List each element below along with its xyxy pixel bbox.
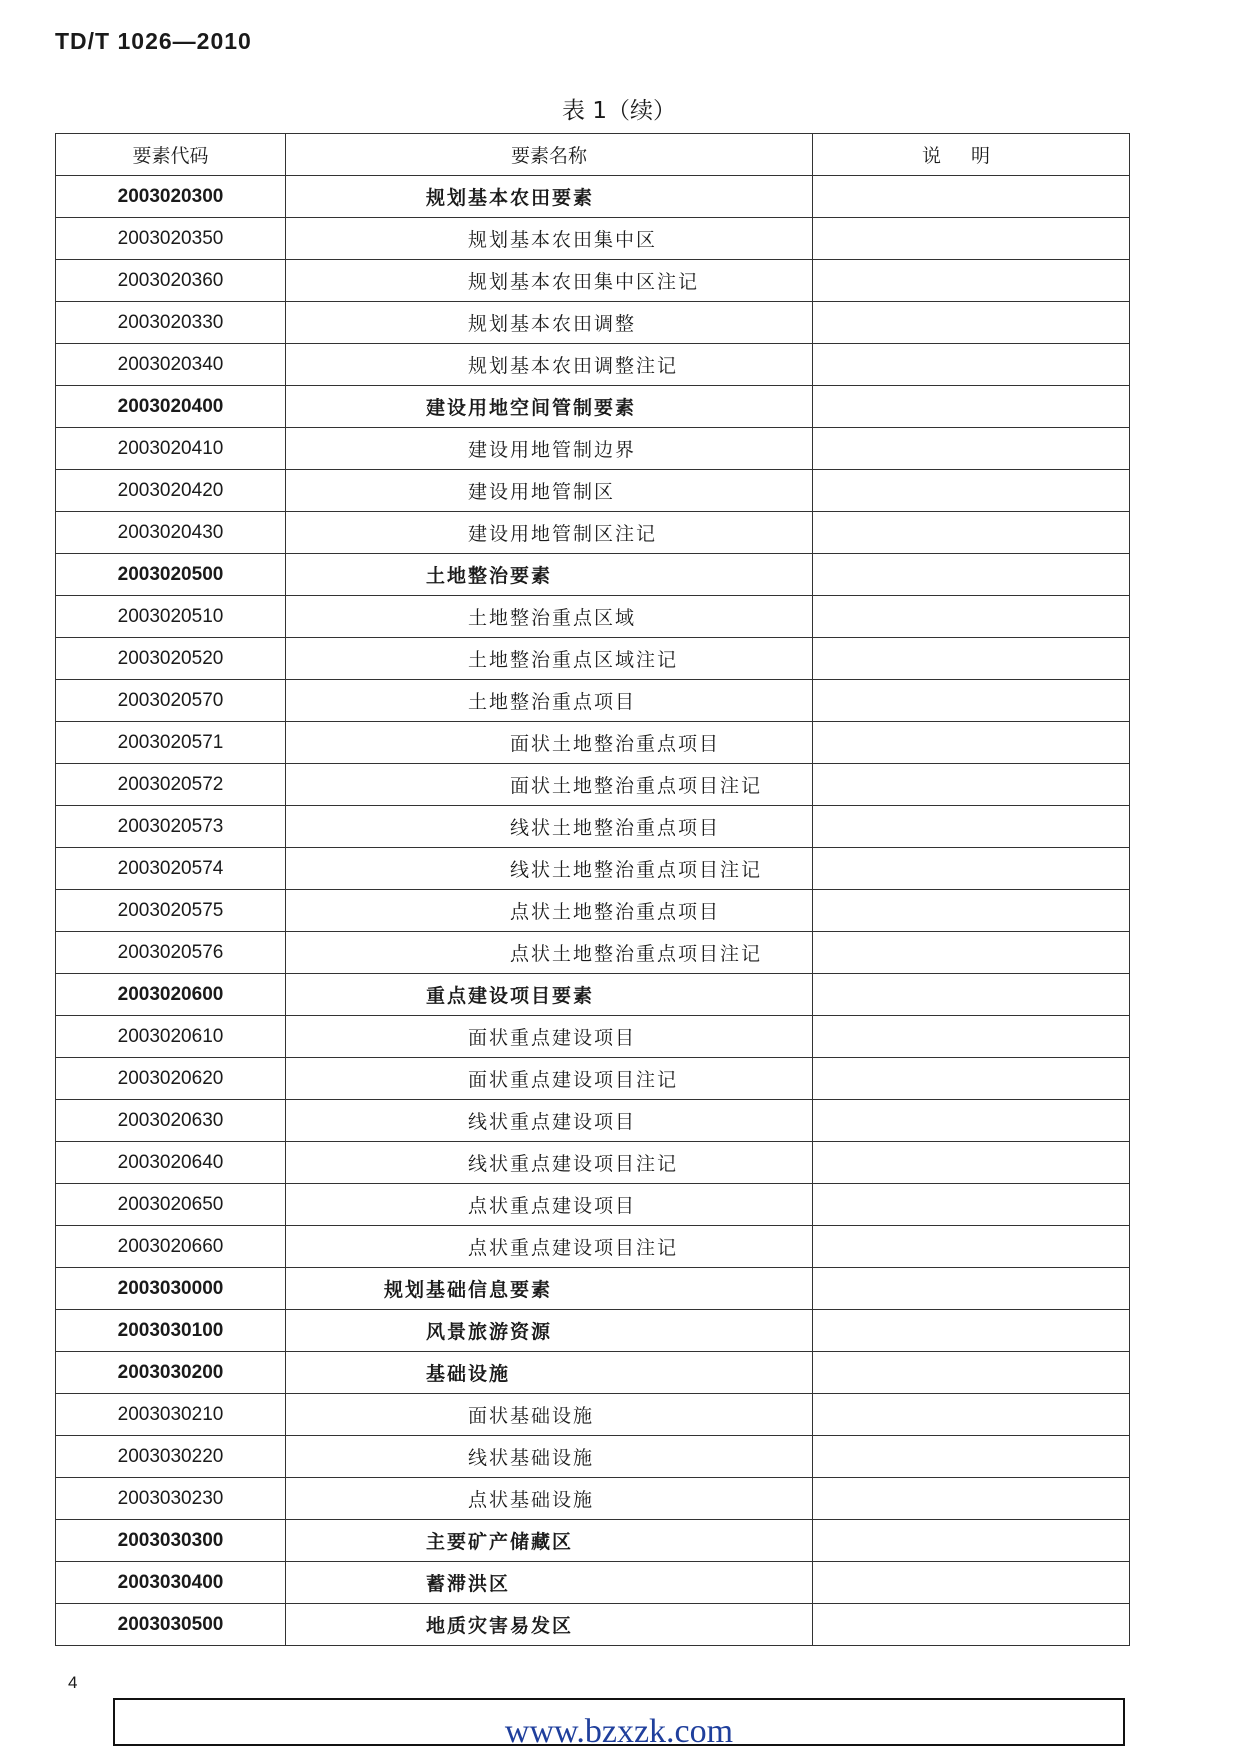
element-description-cell <box>813 218 1130 260</box>
table-row <box>56 848 1130 890</box>
element-name-text: 面状基础设施 <box>468 1405 595 1427</box>
element-name-cell <box>286 974 813 1016</box>
element-name-text: 线状重点建设项目 <box>468 1111 637 1133</box>
table-row <box>56 218 1130 260</box>
element-name-text: 点状重点建设项目注记 <box>468 1237 679 1259</box>
element-name-text: 线状基础设施 <box>468 1447 595 1469</box>
element-name-text: 规划基本农田集中区注记 <box>468 271 700 293</box>
element-description-cell <box>813 1352 1130 1394</box>
element-description-cell <box>813 1058 1130 1100</box>
element-description-cell <box>813 806 1130 848</box>
element-name-cell <box>286 722 813 764</box>
element-name-cell <box>286 1310 813 1352</box>
table-row <box>56 932 1130 974</box>
table-row <box>56 512 1130 554</box>
element-name-cell <box>286 890 813 932</box>
element-description-cell <box>813 1016 1130 1058</box>
table-row <box>56 974 1130 1016</box>
element-code-cell: 2003030400 <box>56 1562 286 1604</box>
element-name-text: 线状土地整治重点项目注记 <box>510 859 763 881</box>
element-code-cell: 2003030210 <box>56 1394 286 1436</box>
element-name-text: 建设用地管制区 <box>468 481 616 503</box>
element-name-cell <box>286 848 813 890</box>
element-code-cell: 2003020573 <box>56 806 286 848</box>
element-description-cell <box>813 1268 1130 1310</box>
element-name-cell <box>286 806 813 848</box>
element-code-cell: 2003030230 <box>56 1478 286 1520</box>
element-name-text: 地质灾害易发区 <box>426 1615 574 1637</box>
element-description-cell <box>813 890 1130 932</box>
element-code-cell: 2003020570 <box>56 680 286 722</box>
element-code-cell: 2003020574 <box>56 848 286 890</box>
element-description-cell <box>813 344 1130 386</box>
element-name-cell <box>286 470 813 512</box>
element-description-cell <box>813 428 1130 470</box>
element-name-cell <box>286 1436 813 1478</box>
element-code-cell: 2003020660 <box>56 1226 286 1268</box>
element-name-cell <box>286 1478 813 1520</box>
element-name-cell <box>286 764 813 806</box>
watermark-box <box>113 1698 1125 1750</box>
table-row <box>56 1394 1130 1436</box>
element-description-cell <box>813 470 1130 512</box>
element-code-cell: 2003020610 <box>56 1016 286 1058</box>
element-description-cell <box>813 1310 1130 1352</box>
table-row <box>56 1184 1130 1226</box>
element-name-cell <box>286 638 813 680</box>
element-name-text: 点状基础设施 <box>468 1489 595 1511</box>
element-name-cell <box>286 1562 813 1604</box>
element-code-cell: 2003020640 <box>56 1142 286 1184</box>
element-description-cell <box>813 386 1130 428</box>
element-name-cell <box>286 554 813 596</box>
table-row <box>56 1100 1130 1142</box>
element-name-cell <box>286 1016 813 1058</box>
element-name-text: 主要矿产储藏区 <box>426 1531 574 1553</box>
table-row <box>56 806 1130 848</box>
element-description-cell <box>813 1184 1130 1226</box>
element-name-cell <box>286 218 813 260</box>
element-code-cell: 2003020575 <box>56 890 286 932</box>
element-code-cell: 2003020510 <box>56 596 286 638</box>
element-name-text: 面状土地整治重点项目注记 <box>510 775 763 797</box>
element-description-cell <box>813 722 1130 764</box>
table-row <box>56 722 1130 764</box>
element-name-text: 规划基础信息要素 <box>384 1279 553 1301</box>
table-row <box>56 890 1130 932</box>
element-code-cell: 2003020600 <box>56 974 286 1016</box>
element-name-text: 土地整治重点项目 <box>468 691 637 713</box>
table-row <box>56 344 1130 386</box>
element-name-cell <box>286 1142 813 1184</box>
table-row <box>56 1310 1130 1352</box>
table-row <box>56 1142 1130 1184</box>
element-code-cell: 2003020330 <box>56 302 286 344</box>
element-name-text: 基础设施 <box>426 1363 511 1385</box>
table-row <box>56 1436 1130 1478</box>
element-name-cell <box>286 1226 813 1268</box>
element-name-text: 点状重点建设项目 <box>468 1195 637 1217</box>
element-description-cell <box>813 302 1130 344</box>
table-row <box>56 386 1130 428</box>
element-description-cell <box>813 1142 1130 1184</box>
element-name-text: 线状重点建设项目注记 <box>468 1153 679 1175</box>
table-row <box>56 1352 1130 1394</box>
element-code-cell: 2003030100 <box>56 1310 286 1352</box>
element-code-cell: 2003020400 <box>56 386 286 428</box>
element-code-cell: 2003020620 <box>56 1058 286 1100</box>
element-code-cell: 2003030000 <box>56 1268 286 1310</box>
table-row <box>56 638 1130 680</box>
element-name-text: 规划基本农田调整 <box>468 313 637 335</box>
table-row <box>56 1016 1130 1058</box>
table-row <box>56 554 1130 596</box>
element-name-text: 面状重点建设项目 <box>468 1027 637 1049</box>
element-description-cell <box>813 680 1130 722</box>
element-code-cell: 2003020420 <box>56 470 286 512</box>
element-name-text: 重点建设项目要素 <box>426 985 595 1007</box>
element-description-cell <box>813 260 1130 302</box>
table-row <box>56 1226 1130 1268</box>
element-name-text: 建设用地空间管制要素 <box>426 397 637 419</box>
table-row <box>56 764 1130 806</box>
element-name-text: 规划基本农田调整注记 <box>468 355 679 377</box>
element-name-text: 土地整治要素 <box>426 565 553 587</box>
element-code-cell: 2003020630 <box>56 1100 286 1142</box>
document-code: TD/T 1026—2010 <box>55 28 252 54</box>
table-row <box>56 260 1130 302</box>
element-description-cell <box>813 848 1130 890</box>
table-row <box>56 680 1130 722</box>
table-row <box>56 1520 1130 1562</box>
column-header-code: 要素代码 <box>56 134 286 176</box>
element-name-text: 规划基本农田要素 <box>426 187 595 209</box>
table-row <box>56 428 1130 470</box>
element-name-text: 建设用地管制区注记 <box>468 523 658 545</box>
element-code-cell: 2003030220 <box>56 1436 286 1478</box>
element-code-cell: 2003020350 <box>56 218 286 260</box>
element-code-cell: 2003020572 <box>56 764 286 806</box>
element-name-text: 风景旅游资源 <box>426 1321 553 1343</box>
element-name-cell <box>286 1184 813 1226</box>
element-code-cell: 2003030300 <box>56 1520 286 1562</box>
element-description-cell <box>813 764 1130 806</box>
table-row <box>56 302 1130 344</box>
element-name-cell <box>286 1352 813 1394</box>
element-description-cell <box>813 1394 1130 1436</box>
element-name-cell <box>286 1268 813 1310</box>
element-name-cell <box>286 512 813 554</box>
element-name-text: 建设用地管制边界 <box>468 439 637 461</box>
element-description-cell <box>813 176 1130 218</box>
element-description-cell <box>813 1436 1130 1478</box>
element-code-cell: 2003020576 <box>56 932 286 974</box>
table-row <box>56 1268 1130 1310</box>
element-code-cell: 2003020571 <box>56 722 286 764</box>
table-body <box>56 176 1130 1646</box>
element-name-cell <box>286 176 813 218</box>
element-code-cell: 2003020360 <box>56 260 286 302</box>
element-code-cell: 2003020430 <box>56 512 286 554</box>
table-title: 表 1（续） <box>562 98 676 124</box>
table-row <box>56 470 1130 512</box>
element-code-cell: 2003020500 <box>56 554 286 596</box>
element-description-cell <box>813 1478 1130 1520</box>
table-row <box>56 1478 1130 1520</box>
element-code-cell: 2003030500 <box>56 1604 286 1646</box>
element-name-text: 点状土地整治重点项目 <box>510 901 721 923</box>
element-name-text: 土地整治重点区域注记 <box>468 649 679 671</box>
element-name-text: 面状重点建设项目注记 <box>468 1069 679 1091</box>
element-code-cell: 2003020340 <box>56 344 286 386</box>
table-row <box>56 176 1130 218</box>
element-code-cell: 2003020410 <box>56 428 286 470</box>
element-code-cell: 2003020650 <box>56 1184 286 1226</box>
table-header-row <box>56 134 1130 176</box>
watermark-url: www.bzxzk.com <box>504 1713 734 1750</box>
column-header-name: 要素名称 <box>286 134 813 176</box>
element-name-cell <box>286 1100 813 1142</box>
element-name-cell <box>286 344 813 386</box>
element-name-text: 面状土地整治重点项目 <box>510 733 721 755</box>
element-name-cell <box>286 386 813 428</box>
element-code-cell: 2003020520 <box>56 638 286 680</box>
element-description-cell <box>813 638 1130 680</box>
column-header-description: 说明 <box>813 134 1130 176</box>
element-description-cell <box>813 1520 1130 1562</box>
element-name-cell <box>286 1520 813 1562</box>
element-name-cell <box>286 302 813 344</box>
element-description-cell <box>813 596 1130 638</box>
table-row <box>56 596 1130 638</box>
element-name-cell <box>286 1058 813 1100</box>
element-description-cell <box>813 1562 1130 1604</box>
element-code-cell: 2003020300 <box>56 176 286 218</box>
table-row <box>56 1604 1130 1646</box>
element-description-cell <box>813 554 1130 596</box>
element-name-cell <box>286 680 813 722</box>
element-name-cell <box>286 1394 813 1436</box>
element-name-text: 线状土地整治重点项目 <box>510 817 721 839</box>
table-row <box>56 1058 1130 1100</box>
element-description-cell <box>813 1604 1130 1646</box>
element-name-cell <box>286 428 813 470</box>
element-name-text: 土地整治重点区域 <box>468 607 637 629</box>
element-description-cell <box>813 1226 1130 1268</box>
element-name-text: 蓄滞洪区 <box>426 1573 511 1595</box>
element-name-cell <box>286 932 813 974</box>
element-name-text: 规划基本农田集中区 <box>468 229 658 251</box>
element-description-cell <box>813 974 1130 1016</box>
table-row <box>56 1562 1130 1604</box>
element-name-text: 点状土地整治重点项目注记 <box>510 943 763 965</box>
element-name-cell <box>286 1604 813 1646</box>
element-description-cell <box>813 932 1130 974</box>
element-name-cell <box>286 596 813 638</box>
page-number: 4 <box>68 1673 78 1692</box>
elements-table <box>55 133 1130 1646</box>
element-description-cell <box>813 512 1130 554</box>
element-code-cell: 2003030200 <box>56 1352 286 1394</box>
element-description-cell <box>813 1100 1130 1142</box>
element-name-cell <box>286 260 813 302</box>
